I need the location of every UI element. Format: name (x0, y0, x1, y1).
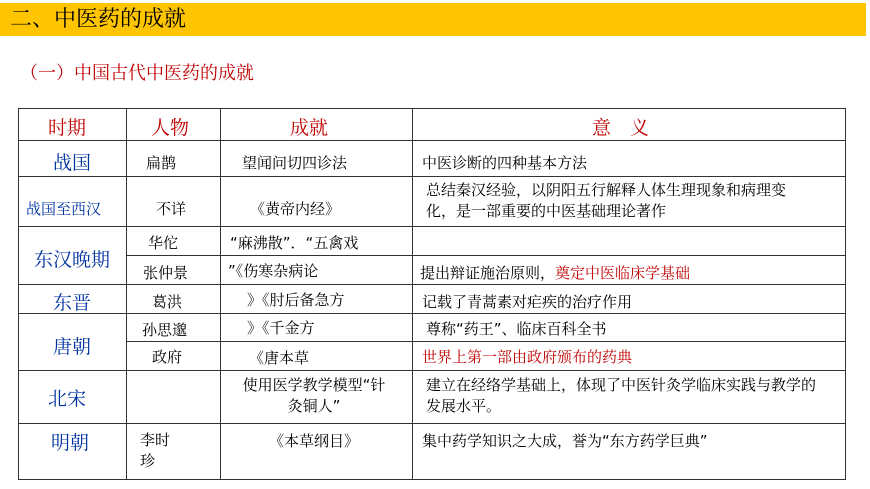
achievement-cell: 《本草纲目》 (268, 432, 359, 450)
achievement-cell: 《黄帝内经》 (250, 200, 341, 218)
person-cell: 张仲景 (143, 264, 189, 282)
person-cell: 华佗 (148, 234, 179, 252)
person-cell: 政府 (152, 348, 183, 366)
section-banner (0, 3, 866, 36)
meaning-cell: 尊称“药王”、临床百科全书 (426, 320, 607, 338)
row-divider (18, 176, 846, 177)
person-cell: 孙思邈 (142, 321, 188, 339)
table-border-right (845, 108, 846, 480)
meaning-cell: 集中药学知识之大成，誉为“东方药学巨典” (422, 432, 708, 450)
period-cell: 唐朝 (53, 336, 92, 358)
meaning-cell: 记载了青蒿素对疟疾的治疗作用 (422, 293, 633, 311)
sub-row-divider (126, 255, 846, 256)
column-divider (412, 108, 413, 480)
period-cell: 战国 (53, 152, 92, 174)
row-divider (18, 370, 846, 371)
achievement-cell: 》《肘后备急方 (247, 291, 345, 309)
row-divider (18, 226, 846, 227)
meaning-cell: 总结秦汉经验，以阴阳五行解释人体生理现象和病理变化，是一部重要的中医基础理论著作 (426, 181, 787, 220)
meaning-text: 提出辩证施治原则， (420, 264, 556, 282)
table-border-left (18, 108, 19, 480)
row-divider (18, 284, 846, 285)
meaning-cell (420, 262, 690, 283)
meaning-cell: 建立在经络学基础上，体现了中医针灸学临床实践与教学的发展水平。 (426, 376, 817, 415)
table-border-bottom (18, 479, 846, 480)
person-cell: 李时珍 (140, 431, 171, 470)
achievement-cell: “麻沸散”．“五禽戏 (230, 234, 359, 252)
row-divider (18, 140, 846, 141)
table-border-top (18, 108, 846, 109)
period-cell: 明朝 (51, 432, 90, 454)
header-period: 时期 (48, 117, 87, 139)
meaning-cell: 世界上第一部由政府颁布的药典 (422, 348, 633, 366)
header-person: 人物 (151, 117, 190, 139)
period-cell: 东汉晚期 (34, 249, 111, 271)
section-title: 二、中医药的成就 (10, 7, 187, 32)
achievement-cell: 》《千金方 (247, 319, 315, 337)
achievements-table (18, 108, 846, 480)
achievement-cell: 望闻问切四诊法 (242, 154, 348, 172)
header-achievement: 成就 (290, 117, 329, 139)
meaning-cell: 中医诊断的四种基本方法 (422, 154, 588, 172)
person-cell: 不详 (156, 200, 187, 218)
header-meaning: 意 义 (592, 117, 650, 139)
person-cell: 葛洪 (152, 293, 183, 311)
period-cell: 北宋 (48, 388, 87, 410)
achievement-cell: 《唐本草 (249, 349, 310, 367)
sub-row-divider (126, 341, 846, 342)
meaning-highlight: 奠定中医临床学基础 (555, 264, 691, 282)
achievement-cell: 使用医学教学模型“针灸铜人” (242, 376, 386, 415)
column-divider (220, 108, 221, 480)
row-divider (18, 423, 846, 424)
row-divider (18, 313, 846, 314)
period-cell: 东晋 (53, 292, 92, 314)
subsection-title: （一）中国古代中医药的成就 (20, 63, 254, 84)
person-cell: 扁鹊 (146, 154, 177, 172)
period-cell: 战国至西汉 (26, 200, 102, 218)
column-divider (126, 108, 127, 480)
achievement-cell: ”《伤寒杂病论 (228, 262, 319, 280)
